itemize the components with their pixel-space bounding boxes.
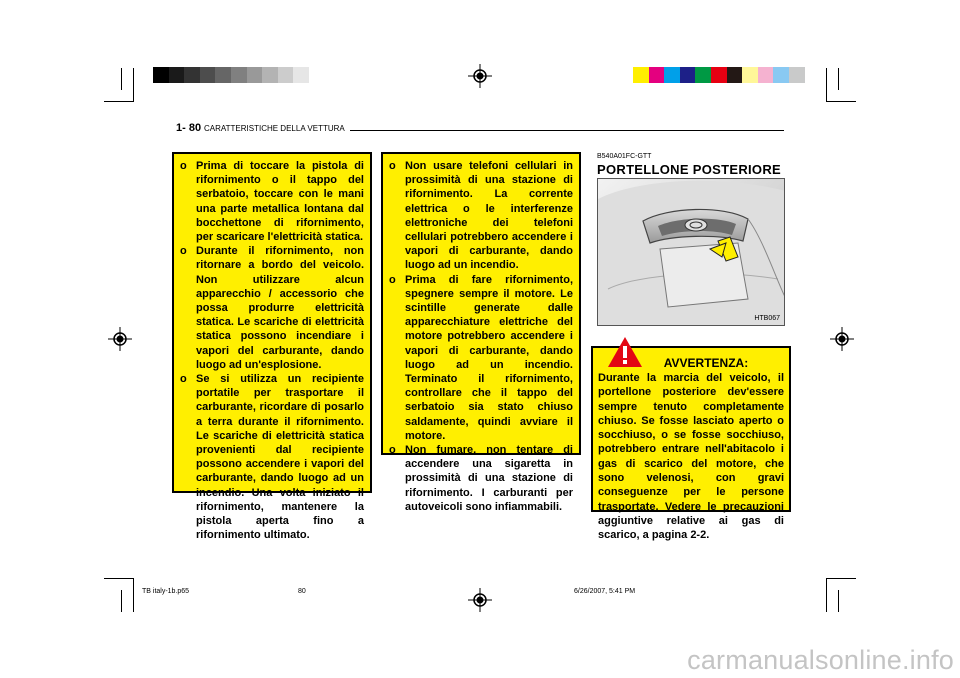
grayscale-bar: [153, 67, 325, 83]
section-heading: PORTELLONE POSTERIORE: [597, 162, 781, 177]
color-swatch: [215, 67, 231, 83]
color-swatch: [711, 67, 727, 83]
caution-box-left: [172, 152, 372, 542]
color-swatch: [153, 67, 169, 83]
color-swatch: [278, 67, 294, 83]
watermark: carmanualsonline.info: [687, 645, 954, 675]
warning-text: Durante la marcia del veicolo, il portellone posteriore dev'essere sempre tenuto completamente chiuso. Se fosse lasciato aperto o socchiuso, o se fosse socchiuso, potrebbero entrare nell'abitacolo i gas di scarico del motore, che sono velenosi, con gravi conseguenze per le persone trasportate. Vedere le precauzioni aggiuntive relative ai gas di scarico, a pagina 2-2.: [598, 372, 784, 542]
crop-mark: [104, 578, 134, 579]
registration-mark-icon: [468, 64, 492, 88]
footer-file: TB italy-1b.p65: [142, 588, 190, 595]
crop-mark: [104, 101, 134, 102]
crop-mark: [838, 68, 839, 90]
color-swatch: [309, 67, 325, 83]
color-swatch: [633, 67, 649, 83]
list-item: o Non fumare, non tentare di accendere una sigaretta in prossimità di una stazione di rifornimento. I carburanti per autoveicoli sono infiammabili.: [389, 444, 573, 513]
color-swatch: [680, 67, 696, 83]
registration-mark-icon: [108, 327, 132, 351]
section-title: CARATTERISTICHE DELLA VETTURA: [204, 124, 345, 133]
list-item: o Se si utilizza un recipiente portatile per trasportare il carburante, ricordare di posarlo a terra durante il rifornimento. Le scariche di elettricità statica provenienti dal recipiente possono accendere i vapori del carburante, dando luogo ad un incendio. Una volta iniziato il rifornimento, mantenere la pistola aperta fino a rifornimento ultimato.: [180, 373, 364, 542]
warning-box: [591, 346, 791, 542]
crop-mark: [121, 590, 122, 612]
color-bar: [633, 67, 805, 83]
crop-mark: [826, 578, 827, 612]
footer-page: 80: [298, 588, 306, 595]
footer-datetime: 6/26/2007, 5:41 PM: [574, 588, 636, 595]
page-number: 1- 80: [176, 122, 202, 134]
crop-mark: [838, 590, 839, 612]
color-swatch: [758, 67, 774, 83]
crop-mark: [133, 578, 134, 612]
crop-mark: [133, 68, 134, 102]
color-swatch: [789, 67, 805, 83]
crop-mark: [121, 68, 122, 90]
color-swatch: [200, 67, 216, 83]
color-swatch: [649, 67, 665, 83]
color-swatch: [664, 67, 680, 83]
color-swatch: [727, 67, 743, 83]
color-swatch: [695, 67, 711, 83]
crop-mark: [826, 68, 827, 102]
color-swatch: [293, 67, 309, 83]
list-item: o Non usare telefoni cellulari in prossimità di una stazione di rifornimento. La corrente elettrica o le interferenze elettroniche dei telefoni cellulari potrebbero accendere i vapori di carburante, dando luogo ad un incendio.: [389, 160, 573, 272]
caution-box-middle: [381, 152, 581, 513]
header-rule: [350, 130, 784, 131]
color-swatch: [773, 67, 789, 83]
color-swatch: [184, 67, 200, 83]
color-swatch: [231, 67, 247, 83]
crop-mark: [826, 101, 856, 102]
color-swatch: [247, 67, 263, 83]
list-item: o Prima di toccare la pistola di rifornimento o il tappo del serbatoio, toccare con le mani una parte metallica lontana dal bocchettone di rifornimento, per scaricare l'elettricità statica.: [180, 160, 364, 244]
tailgate-illustration: [597, 178, 785, 326]
registration-mark-icon: [468, 588, 492, 612]
warning-title: AVVERTENZA:: [663, 356, 749, 370]
color-swatch: [262, 67, 278, 83]
color-swatch: [169, 67, 185, 83]
registration-mark-icon: [830, 327, 854, 351]
color-swatch: [742, 67, 758, 83]
list-item: o Durante il rifornimento, non ritornare a bordo del veicolo. Non utilizzare alcun apparecchio / accessorio che possa produrre elettricità statica. Le scariche di elettricità statica possono incendiare i vapori del carburante, dando luogo ad un'esplosione.: [180, 245, 364, 371]
crop-mark: [826, 578, 856, 579]
list-item: o Prima di fare rifornimento, spegnere sempre il motore. Le scintille generate dalle apparecchiature elettriche del motore potrebbero accendere i vapori di carburante, dando luogo ad un incendio. Terminato il rifornimento, controllare che il tappo del serbatoio sia stato chiuso saldamente, quindi avviare il motore.: [389, 273, 573, 442]
image-label: HTB067: [754, 315, 780, 322]
section-code: B540A01FC-GTT: [597, 153, 652, 160]
